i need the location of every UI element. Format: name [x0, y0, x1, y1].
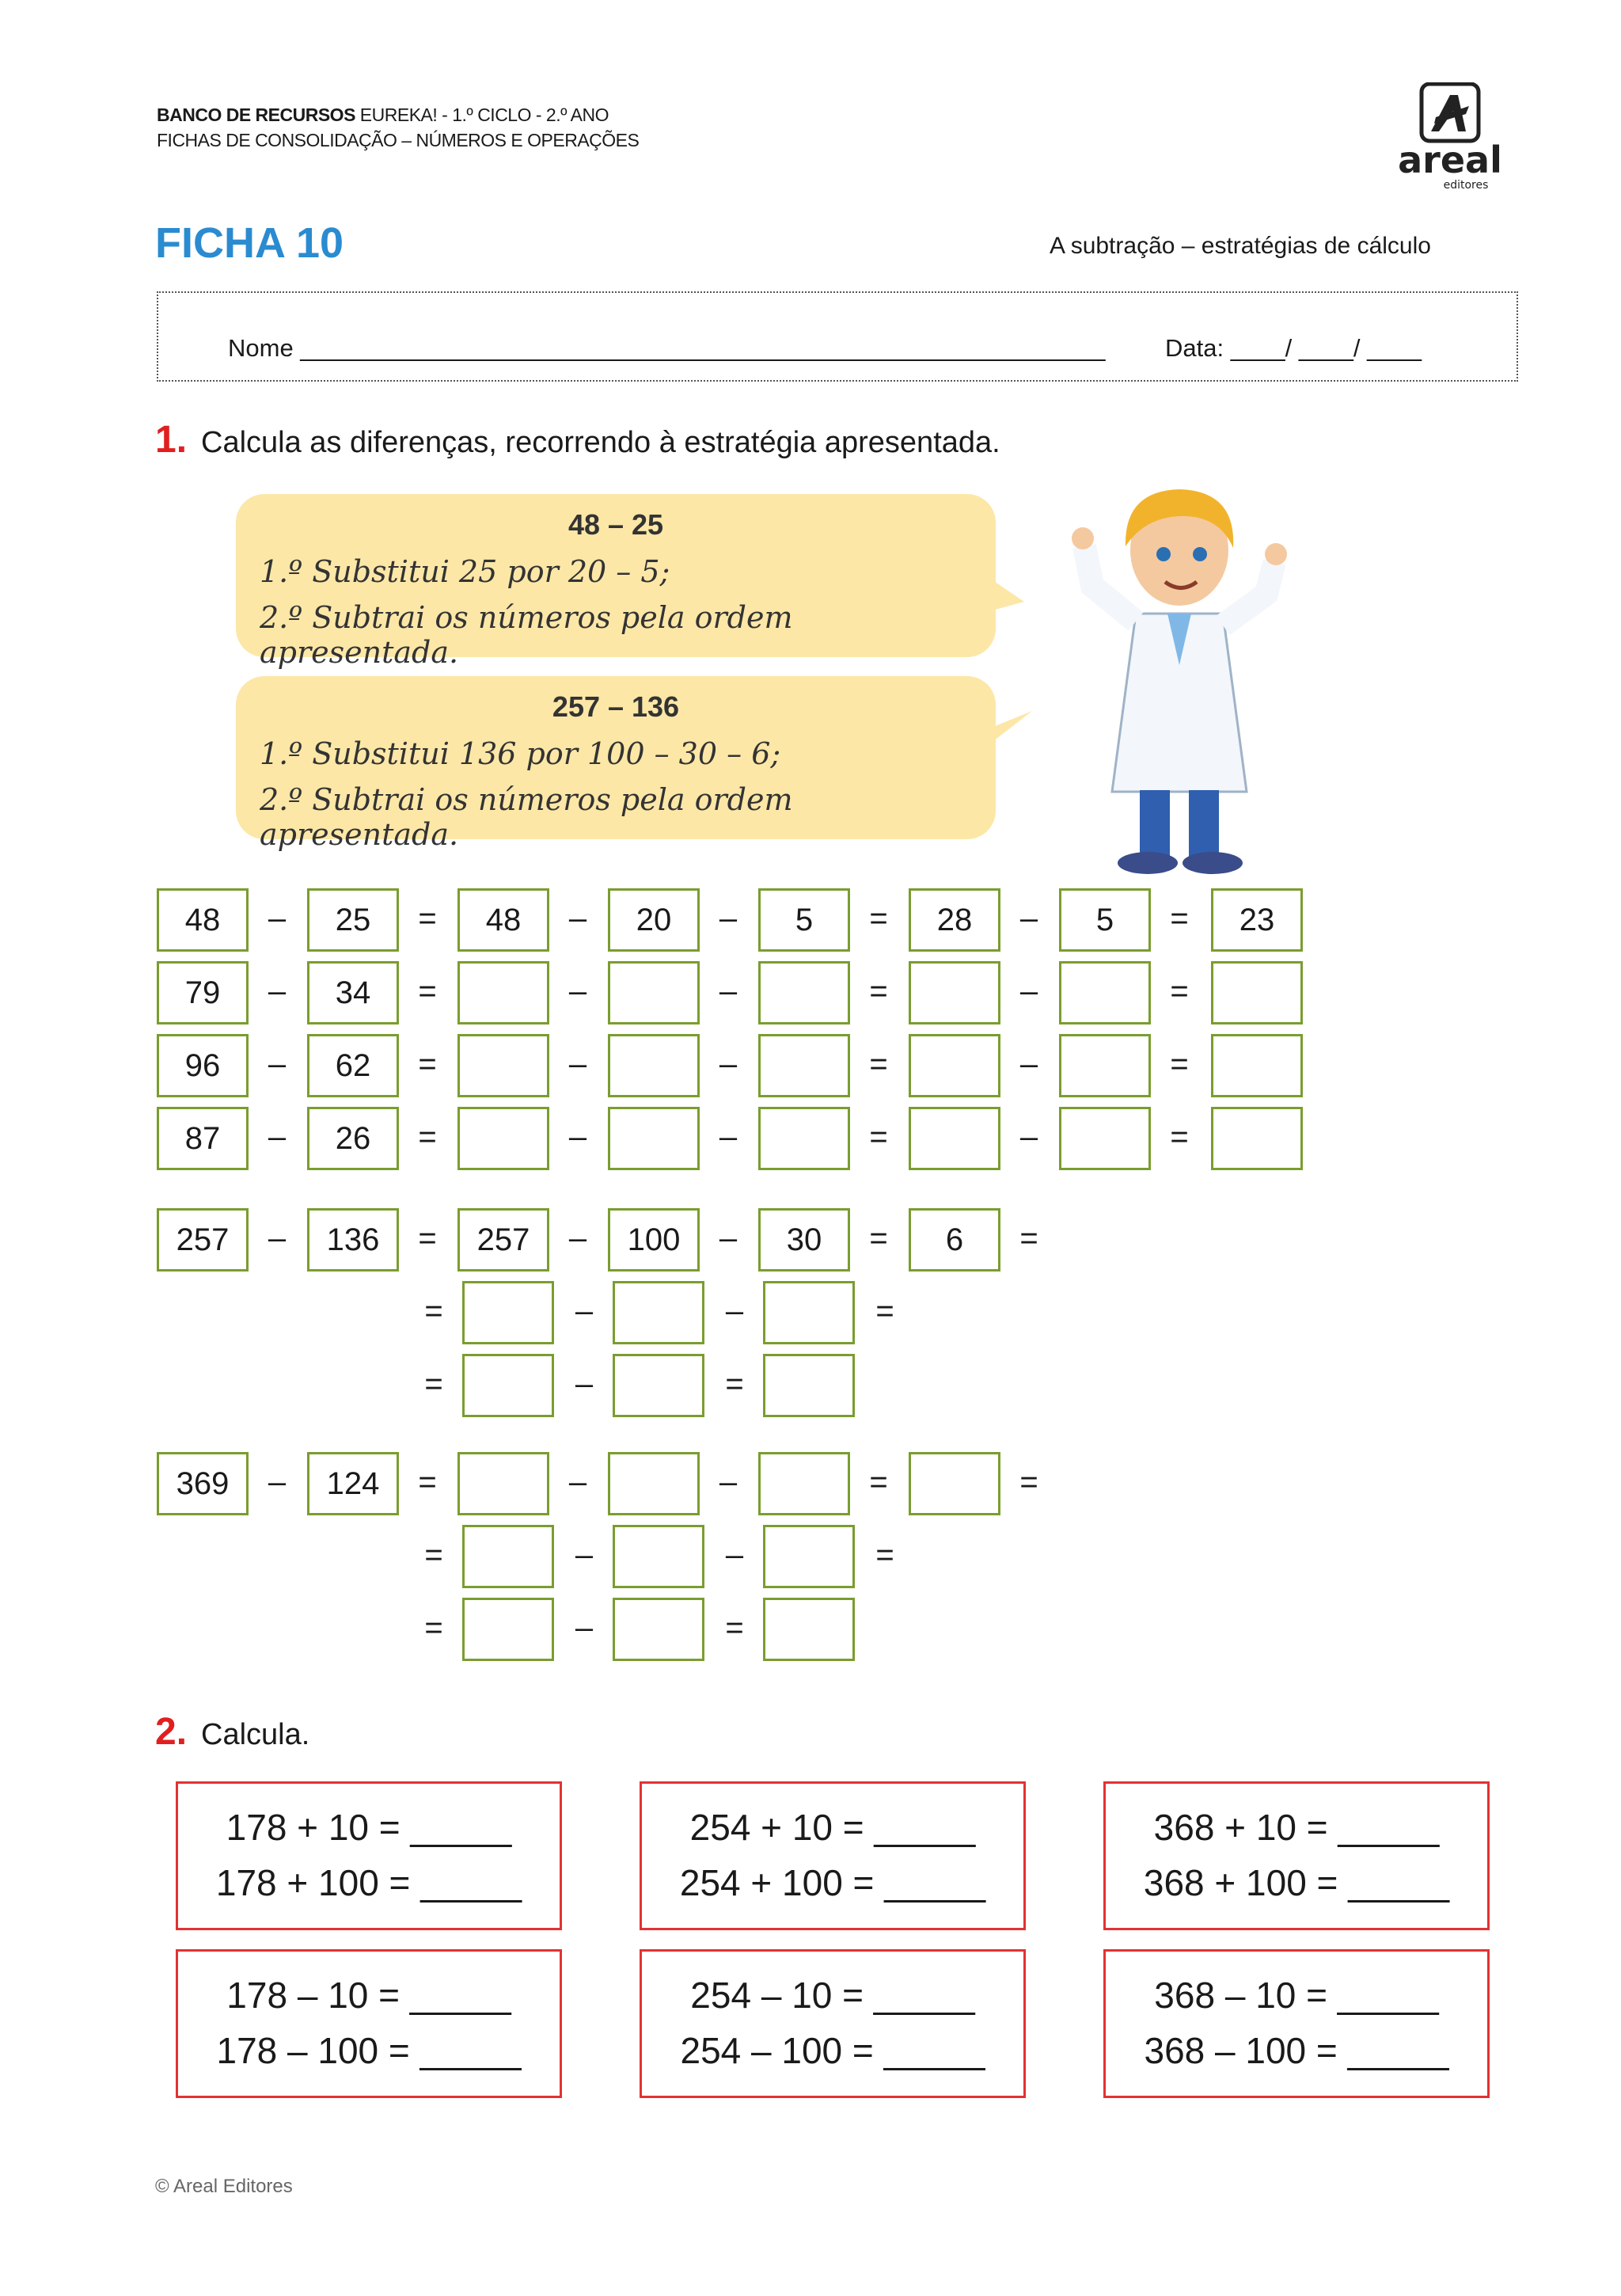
answer-box[interactable] [763, 1525, 855, 1588]
answer-box[interactable]: 26 [307, 1107, 399, 1170]
header-bank-bold: BANCO DE RECURSOS [157, 105, 355, 125]
answer-box[interactable] [608, 1034, 700, 1097]
answer-box[interactable] [613, 1354, 704, 1417]
answer-box[interactable] [462, 1598, 554, 1661]
answer-box[interactable] [909, 1034, 1000, 1097]
logo-text: areal [1398, 139, 1502, 181]
equals-sign: = [869, 1119, 888, 1154]
minus-sign: – [575, 1538, 594, 1572]
minus-sign: – [268, 1465, 287, 1500]
calc-box [640, 1949, 1026, 2098]
equals-sign: = [875, 1294, 894, 1329]
calc-line[interactable]: 254 + 10 = _____ [689, 1807, 976, 1848]
equals-sign: = [869, 1465, 888, 1500]
minus-sign: – [268, 1221, 287, 1256]
answer-box[interactable] [457, 1452, 549, 1515]
answer-box[interactable] [462, 1525, 554, 1588]
minus-sign: – [1019, 1047, 1038, 1081]
answer-box[interactable]: 6 [909, 1208, 1000, 1272]
answer-box[interactable] [457, 1107, 549, 1170]
minus-sign: – [268, 974, 287, 1009]
strategy-bubble-2 [236, 676, 996, 852]
answer-box[interactable] [457, 1034, 549, 1097]
equals-sign: = [418, 1465, 437, 1500]
equals-sign: = [418, 1119, 437, 1154]
minus-sign: – [719, 1119, 738, 1154]
footer-copyright: © Areal Editores [155, 2176, 293, 2197]
calc-line[interactable]: 368 + 10 = _____ [1153, 1807, 1440, 1848]
areal-logo-icon [1387, 82, 1513, 193]
answer-box[interactable] [763, 1354, 855, 1417]
answer-box[interactable] [608, 961, 700, 1024]
minus-sign: – [719, 974, 738, 1009]
calc-box [1103, 1781, 1490, 1930]
q2-number: 2. [155, 1711, 188, 1753]
answer-box[interactable]: 369 [157, 1452, 249, 1515]
equals-sign: = [869, 1047, 888, 1081]
calc-box [1103, 1949, 1490, 2098]
minus-sign: – [1019, 901, 1038, 936]
date-field[interactable]: Data: ____/ ____/ ____ [1165, 334, 1422, 362]
answer-box[interactable] [1211, 961, 1303, 1024]
answer-box[interactable]: 48 [457, 888, 549, 952]
answer-box[interactable]: 34 [307, 961, 399, 1024]
calc-line[interactable]: 178 + 100 = _____ [215, 1862, 522, 1903]
answer-box[interactable] [909, 961, 1000, 1024]
logo-sub: editores [1443, 179, 1489, 192]
minus-sign: – [575, 1610, 594, 1645]
scientist-illustration [1061, 475, 1314, 879]
calc-box [176, 1949, 562, 2098]
header-bank-rest: EUREKA! - 1.º CICLO - 2.º ANO [355, 105, 609, 125]
answer-box[interactable]: 79 [157, 961, 249, 1024]
calc-line[interactable]: 368 + 100 = _____ [1143, 1862, 1450, 1903]
minus-sign: – [568, 901, 587, 936]
equals-sign: = [424, 1538, 443, 1572]
answer-box[interactable] [909, 1452, 1000, 1515]
minus-sign: – [719, 1221, 738, 1256]
topic-subtitle: A subtração – estratégias de cálculo [1050, 233, 1431, 259]
answer-box[interactable] [758, 1452, 850, 1515]
answer-box[interactable]: 124 [307, 1452, 399, 1515]
answer-box[interactable]: 62 [307, 1034, 399, 1097]
bubble1-line1: 1.º Substitui 25 por 20 – 5; [260, 554, 670, 589]
minus-sign: – [1019, 1119, 1038, 1154]
answer-box[interactable] [758, 961, 850, 1024]
calc-line[interactable]: 368 – 100 = _____ [1144, 2030, 1449, 2071]
strategy-bubble-1 [236, 494, 996, 670]
equals-sign: = [424, 1294, 443, 1329]
bubble1-tail [989, 570, 1029, 618]
q2-text: Calcula. [201, 1718, 310, 1751]
answer-box[interactable]: 23 [1211, 888, 1303, 952]
minus-sign: – [568, 1465, 587, 1500]
minus-sign: – [568, 1221, 587, 1256]
answer-box[interactable] [462, 1281, 554, 1344]
name-field[interactable]: Nome ___________________________________________________________ [228, 334, 1106, 362]
q1-number: 1. [155, 419, 188, 461]
equals-sign: = [875, 1538, 894, 1572]
bubble1-line2: 2.º Subtrai os números pela ordem apresentada. [260, 600, 793, 670]
equals-sign: = [418, 1047, 437, 1081]
answer-box[interactable] [763, 1281, 855, 1344]
equals-sign: = [725, 1367, 744, 1401]
minus-sign: – [719, 901, 738, 936]
answer-box[interactable] [613, 1525, 704, 1588]
answer-box[interactable]: 257 [157, 1208, 249, 1272]
equals-sign: = [1170, 1047, 1189, 1081]
answer-box[interactable]: 20 [608, 888, 700, 952]
answer-box[interactable]: 257 [457, 1208, 549, 1272]
bubble2-tail [989, 705, 1037, 752]
header-subtitle: FICHAS DE CONSOLIDAÇÃO – NÚMEROS E OPERAÇÕES [157, 130, 640, 150]
answer-box[interactable]: 96 [157, 1034, 249, 1097]
answer-box[interactable] [462, 1354, 554, 1417]
minus-sign: – [268, 901, 287, 936]
answer-box[interactable] [758, 1034, 850, 1097]
bubble1-head: 48 – 25 [568, 508, 664, 541]
equals-sign: = [424, 1610, 443, 1645]
bubble2-line2: 2.º Subtrai os números pela ordem apresentada. [260, 782, 793, 852]
equals-sign: = [1170, 901, 1189, 936]
equals-sign: = [1170, 974, 1189, 1009]
minus-sign: – [568, 1047, 587, 1081]
calc-box [640, 1781, 1026, 1930]
page-title: FICHA 10 [155, 219, 344, 267]
answer-box[interactable]: 136 [307, 1208, 399, 1272]
minus-sign: – [719, 1047, 738, 1081]
answer-box[interactable] [758, 1107, 850, 1170]
equals-sign: = [1019, 1465, 1038, 1500]
minus-sign: – [268, 1119, 287, 1154]
equals-sign: = [418, 901, 437, 936]
minus-sign: – [568, 1119, 587, 1154]
answer-box[interactable]: 25 [307, 888, 399, 952]
bubble2-line1: 1.º Substitui 136 por 100 – 30 – 6; [260, 736, 781, 771]
answer-box[interactable]: 87 [157, 1107, 249, 1170]
equals-sign: = [869, 901, 888, 936]
bubble2-head: 257 – 136 [552, 690, 680, 723]
minus-sign: – [719, 1465, 738, 1500]
answer-box[interactable] [1211, 1034, 1303, 1097]
answer-box[interactable]: 30 [758, 1208, 850, 1272]
minus-sign: – [575, 1294, 594, 1329]
answer-box[interactable] [608, 1107, 700, 1170]
answer-box[interactable] [1059, 1107, 1151, 1170]
calc-line[interactable]: 178 – 10 = _____ [226, 1975, 511, 2016]
equals-sign: = [1019, 1221, 1038, 1256]
calc-line[interactable]: 254 + 100 = _____ [679, 1862, 986, 1903]
calc-line[interactable]: 178 + 10 = _____ [226, 1807, 512, 1848]
equals-sign: = [424, 1367, 443, 1401]
equals-sign: = [418, 974, 437, 1009]
equals-sign: = [418, 1221, 437, 1256]
calc-box [176, 1781, 562, 1930]
answer-box[interactable] [613, 1281, 704, 1344]
minus-sign: – [725, 1294, 744, 1329]
equals-sign: = [869, 974, 888, 1009]
answer-box[interactable]: 5 [758, 888, 850, 952]
name-date-box [157, 291, 1518, 382]
answer-box[interactable] [1211, 1107, 1303, 1170]
calc-line[interactable]: 178 – 100 = _____ [216, 2030, 522, 2071]
q1-text: Calcula as diferenças, recorrendo à estratégia apresentada. [201, 426, 1000, 459]
minus-sign: – [568, 974, 587, 1009]
equals-sign: = [1170, 1119, 1189, 1154]
answer-box[interactable] [763, 1598, 855, 1661]
answer-box[interactable] [1059, 961, 1151, 1024]
answer-box[interactable] [1059, 1034, 1151, 1097]
calc-line[interactable]: 254 – 10 = _____ [690, 1975, 975, 2016]
minus-sign: – [1019, 974, 1038, 1009]
answer-box[interactable] [608, 1452, 700, 1515]
minus-sign: – [725, 1538, 744, 1572]
answer-box[interactable]: 100 [608, 1208, 700, 1272]
minus-sign: – [575, 1367, 594, 1401]
equals-sign: = [725, 1610, 744, 1645]
header-bank-line [157, 105, 609, 126]
answer-box[interactable]: 5 [1059, 888, 1151, 952]
minus-sign: – [268, 1047, 287, 1081]
equals-sign: = [869, 1221, 888, 1256]
answer-box[interactable]: 48 [157, 888, 249, 952]
answer-box[interactable] [613, 1598, 704, 1661]
answer-box[interactable] [457, 961, 549, 1024]
answer-box[interactable] [909, 1107, 1000, 1170]
areal-logo [1387, 82, 1513, 193]
answer-box[interactable]: 28 [909, 888, 1000, 952]
calc-line[interactable]: 368 – 10 = _____ [1154, 1975, 1439, 2016]
calc-line[interactable]: 254 – 100 = _____ [680, 2030, 985, 2071]
